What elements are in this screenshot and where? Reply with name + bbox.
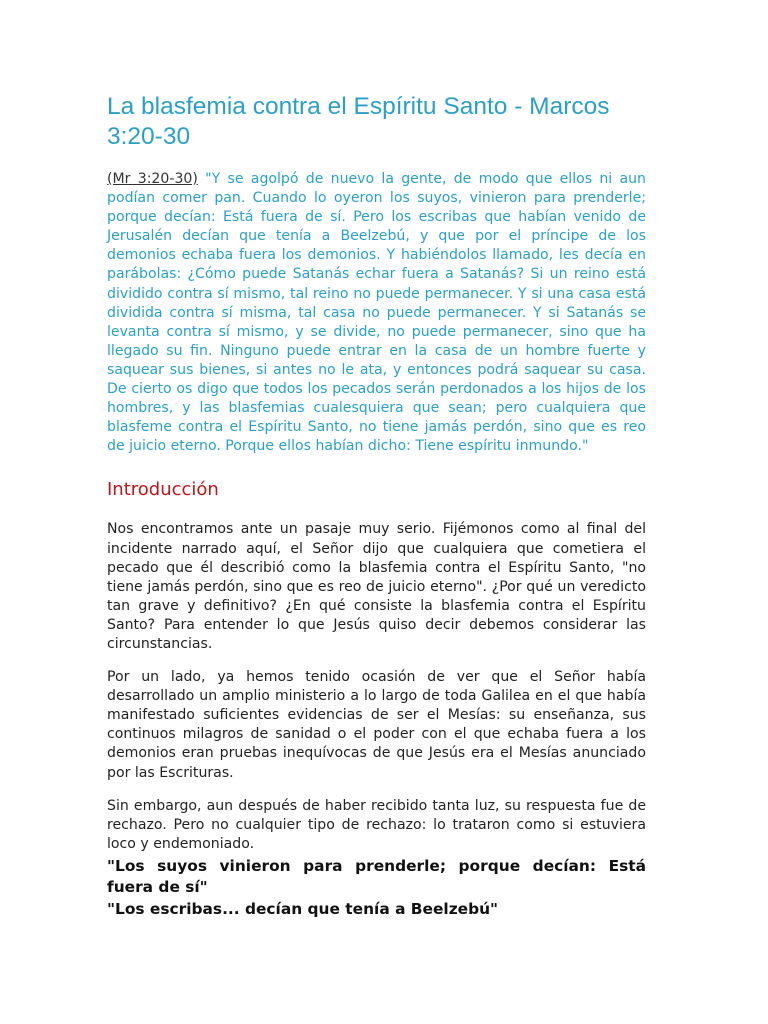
scripture-reference-link[interactable]: (Mr 3:20-30)	[107, 171, 198, 187]
paragraph: Por un lado, ya hemos tenido ocasión de ver que el Señor había desarrollado un amplio ministerio a lo largo de toda Galilea en el que había manifestado suficientes evidencias de ser el Mesías: su enseñanza, sus continuos milagros de sanidad o el poder con el que echaba fuera a los demonios eran pruebas inequívocas de que Jesús era el Mesías anunciado por las Escrituras.	[107, 669, 646, 781]
bold-quote: "Los suyos vinieron para prenderle; porque decían: Está fuera de sí"	[107, 856, 646, 897]
section-heading-introduccion: Introducción	[107, 479, 219, 501]
scripture-quote	[107, 170, 646, 456]
document-page	[107, 92, 646, 920]
scripture-quote-text: "Y se agolpó de nuevo la gente, de modo que ellos ni aun podían comer pan. Cuando lo oyeron los suyos, vinieron para prenderle; porque decían: Está fuera de sí. Pero los escribas que habían venido de Jerusalén decían que tenía a Beelzebú, y que por el príncipe de los demonios echaba fuera los demonios. Y habiéndolos llamado, les decía en parábolas: ¿Cómo puede Satanás echar fuera a Satanás? Si un reino está dividido contra sí mismo, tal reino no puede permanecer. Y si una casa está dividida contra sí misma, tal casa no puede permanecer. Y si Satanás se levanta contra sí mismo, y se divide, no puede permanecer, sino que ha llegado su fin. Ninguno puede entrar en la casa de un hombre fuerte y saquear sus bienes, si antes no le ata, y entonces podrá saquear su casa. De cierto os digo que todos los pecados serán perdonados a los hijos de los hombres, y las blasfemias cualesquiera que sean; pero cualquiera que blasfeme contra el Espíritu Santo, no tiene jamás perdón, sino que es reo de juicio eterno. Porque ellos habían dicho: Tiene espíritu inmundo."	[107, 171, 646, 455]
paragraph: Nos encontramos ante un pasaje muy serio. Fijémonos como al final del incidente narrado aquí, el Señor dijo que cualquiera que cometiera el pecado que él describió como la blasfemia contra el Espíritu Santo, "no tiene jamás perdón, sino que es reo de juicio eterno". ¿Por qué un veredicto tan grave y definitivo? ¿En qué consiste la blasfemia contra el Espíritu Santo? Para entender lo que Jesús quiso decir debemos considerar las circunstancias.	[107, 521, 646, 652]
bold-quote: "Los escribas... decían que tenía a Beelzebú"	[107, 899, 499, 918]
paragraph: Sin embargo, aun después de haber recibido tanta luz, su respuesta fue de rechazo. Pero no cualquier tipo de rechazo: lo trataron como si estuviera loco y endemoniado.	[107, 797, 646, 852]
page-title: La blasfemia contra el Espíritu Santo - Marcos 3:20-30	[107, 93, 610, 150]
